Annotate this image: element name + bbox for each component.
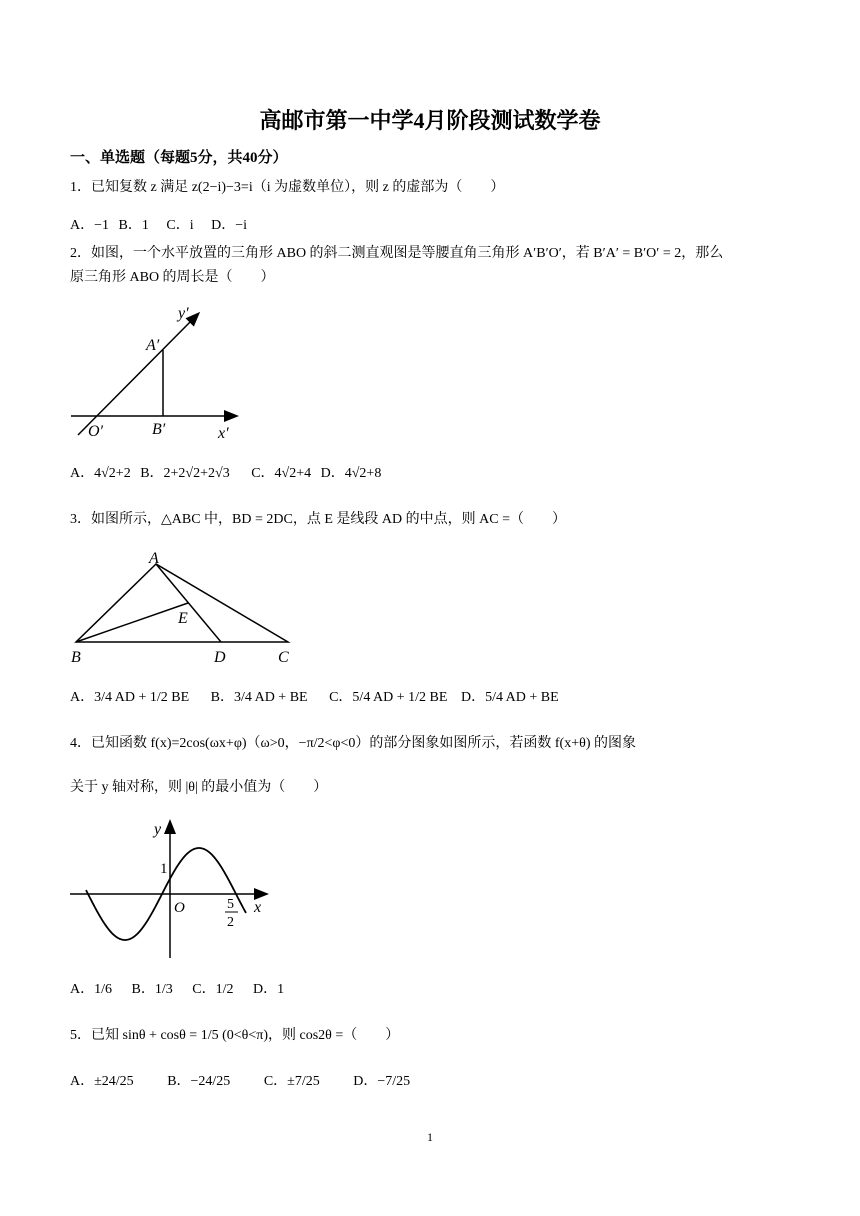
q2-option-d: D．4√2+8 — [320, 466, 382, 481]
label-x-prime: x′ — [218, 425, 229, 442]
segment-ad — [156, 564, 221, 642]
label-one: 1 — [160, 861, 168, 877]
label-a-prime: A′ — [146, 337, 160, 354]
q1-option-c: C．i — [166, 218, 194, 233]
q5-option-c: C．±7/25 — [263, 1074, 320, 1089]
label-b: B — [71, 649, 81, 666]
question-4-line2: 关于 y 轴对称，则 |θ| 的最小值为（ ） — [70, 780, 328, 795]
tick-label-denominator: 2 — [227, 915, 234, 930]
segment-be — [76, 603, 188, 642]
q2-option-c: C．4√2+4 — [251, 466, 312, 481]
question-2-line2: 原三角形 ABO 的周长是（ ） — [70, 270, 275, 285]
q3-option-c: C．5/4 AD + 1/2 BE — [329, 690, 448, 705]
q2-option-b: B．2+2√2+2√3 — [140, 466, 230, 481]
page-number: 1 — [427, 1130, 433, 1144]
label-o-prime: O′ — [88, 423, 104, 440]
label-b-prime: B′ — [152, 421, 166, 438]
q1-option-b: B．1 — [118, 218, 149, 233]
q5-option-b: B．−24/25 — [167, 1074, 231, 1089]
q5-option-d: D．−7/25 — [353, 1074, 411, 1089]
triangle-abc-figure — [66, 548, 306, 670]
label-y-prime: y′ — [178, 305, 189, 322]
question-4-line1: 4．已知函数 f(x)=2cos(ωx+φ)（ω>0，−π/2<φ<0）的部分图象如图所示，若函数 f(x+θ) 的图象 — [70, 736, 636, 751]
oblique-triangle-figure — [66, 300, 246, 448]
cosine-graph-figure — [66, 814, 276, 960]
label-x: x — [254, 899, 262, 916]
q4-option-a: A．1/6 — [70, 982, 112, 997]
q2-option-a: A．4√2+2 — [70, 466, 131, 481]
q4-option-b: B．1/3 — [131, 982, 173, 997]
question-2-options — [70, 464, 381, 484]
page-title: 高邮市第一中学4月阶段测试数学卷 — [259, 108, 601, 133]
label-c: C — [278, 649, 289, 666]
question-5-options — [70, 1072, 410, 1092]
tick-label-numerator: 5 — [227, 897, 234, 912]
q4-option-c: C．1/2 — [192, 982, 234, 997]
section-heading: 一、单选题（每题5分，共40分） — [70, 150, 288, 166]
q4-option-d: D．1 — [252, 982, 285, 997]
q1-option-d: D．−i — [211, 218, 247, 233]
label-e: E — [178, 610, 188, 627]
y-axis — [78, 314, 198, 435]
q1-option-a: A．−1 — [70, 218, 110, 233]
q3-option-a: A．3/4 AD + 1/2 BE — [70, 690, 190, 705]
label-d: D — [214, 649, 226, 666]
q5-option-a: A．±24/25 — [70, 1074, 134, 1089]
label-y: y — [154, 821, 162, 838]
question-5-text: 5．已知 sinθ + cosθ = 1/5 (0<θ<π)，则 cos2θ =（ ） — [70, 1028, 400, 1043]
question-1-options — [70, 216, 247, 236]
label-origin: O — [174, 900, 185, 916]
q3-option-d: D．5/4 AD + BE — [460, 690, 559, 705]
q3-option-b: B．3/4 AD + BE — [210, 690, 308, 705]
question-3-text: 3．如图所示，△ABC 中，BD = 2DC，点 E 是线段 AD 的中点，则 AC =（ ） — [70, 512, 566, 527]
question-1-text: 1．已知复数 z 满足 z(2−i)−3=i（i 为虚数单位），则 z 的虚部为（ ） — [70, 180, 505, 195]
question-3-options — [70, 688, 559, 708]
question-4-options — [70, 980, 284, 1000]
label-a: A — [149, 550, 159, 567]
question-2-line1: 2．如图，一个水平放置的三角形 ABO 的斜二测直观图是等腰直角三角形 A′B′O′，若 B′A′ = B′O′ = 2，那么 — [70, 246, 724, 261]
